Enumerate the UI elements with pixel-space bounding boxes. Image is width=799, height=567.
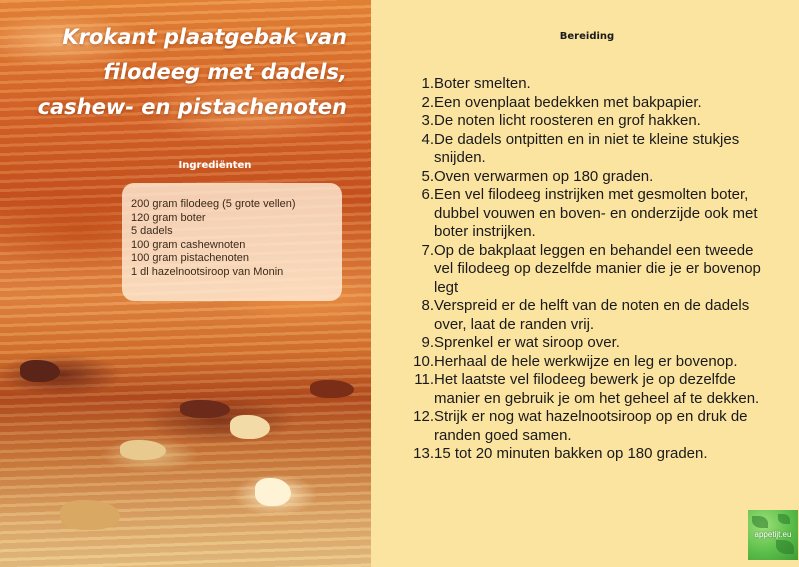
step-number: 5. <box>421 167 434 185</box>
ingredient-item: 100 gram cashewnoten <box>131 238 246 251</box>
step-item <box>408 297 768 334</box>
ingredient-item: 200 gram filodeeg (5 grote vellen) <box>131 198 296 210</box>
ingredient-item: 120 gram boter <box>131 211 206 224</box>
photo-detail <box>60 500 120 530</box>
step-item <box>408 408 768 445</box>
ingredients-list <box>131 198 334 280</box>
step-text: Een ovenplaat bedekken met bakpapier. <box>434 93 702 111</box>
photo-detail <box>180 400 230 418</box>
step-number: 13. <box>413 445 434 462</box>
ingredient-item: 1 dl hazelnootsiroop van Monin <box>131 265 284 278</box>
step-text: De noten licht roosteren en grof hakken. <box>434 112 701 129</box>
photo-detail <box>20 360 60 382</box>
leaf-icon <box>778 514 790 524</box>
step-item <box>408 371 768 408</box>
step-item <box>408 94 768 113</box>
step-item <box>408 242 768 298</box>
step-number: 2. <box>421 93 434 111</box>
step-item <box>408 131 768 168</box>
ingredients-box <box>122 183 342 301</box>
leaf-icon <box>776 540 794 554</box>
step-text: Sprenkel er wat siroop over. <box>434 334 620 351</box>
step-text: Verspreid er de helft van de noten en de dadels over, laat de randen vrij. <box>434 297 750 333</box>
step-item <box>408 353 768 372</box>
step-item <box>408 445 768 464</box>
step-text: Herhaal de hele werkwijze en leg er bovenop. <box>434 352 738 370</box>
preparation-heading: Bereiding <box>559 31 615 42</box>
photo-detail <box>255 478 291 506</box>
photo-detail <box>310 380 354 398</box>
step-number: 10. <box>413 352 434 370</box>
step-number: 8. <box>421 297 434 314</box>
ingredient-item: 5 dadels <box>131 225 173 238</box>
ingredients-heading: Ingrediënten <box>178 160 252 171</box>
step-text: Oven verwarmen op 180 graden. <box>434 167 654 185</box>
step-item <box>408 186 768 242</box>
step-number: 7. <box>421 241 434 259</box>
step-text: Het laatste vel filodeeg bewerk je op dezelfde manier en gebruik je om het geheel af te dekken. <box>434 371 760 407</box>
step-number: 4. <box>421 130 434 148</box>
step-text: Een vel filodeeg instrijken met gesmolten boter, dubbel vouwen en boven- en onderzijde ook met boter instrijken. <box>434 186 758 240</box>
step-item <box>408 75 768 94</box>
step-number: 11. <box>414 371 434 388</box>
recipe-title: Krokant plaatgebak van filodeeg met dadels, cashew- en pistachenoten <box>37 25 347 119</box>
step-text: Op de bakplaat leggen en behandel een tweede vel filodeeg op dezelfde manier die je er bovenop legt <box>434 241 761 296</box>
step-item <box>408 168 768 187</box>
logo-text: appetijt.eu <box>754 530 792 539</box>
step-number: 12. <box>413 408 434 425</box>
appetijt-logo[interactable] <box>748 510 798 560</box>
photo-detail <box>120 440 166 460</box>
step-item <box>408 334 768 353</box>
step-text: Boter smelten. <box>434 75 531 92</box>
step-number: 1. <box>421 75 434 92</box>
ingredient-item: 100 gram pistachenoten <box>131 252 250 265</box>
preparation-steps <box>408 75 768 464</box>
step-number: 9. <box>421 334 434 351</box>
photo-detail <box>230 415 270 439</box>
pastry-photo <box>0 0 371 567</box>
leaf-icon <box>752 516 768 528</box>
step-text: De dadels ontpitten en in niet te kleine stukjes snijden. <box>434 130 740 166</box>
step-number: 3. <box>421 112 434 129</box>
step-item <box>408 112 768 131</box>
step-text: Strijk er nog wat hazelnootsiroop op en druk de randen goed samen. <box>434 408 748 444</box>
step-number: 6. <box>421 186 434 203</box>
step-text: 15 tot 20 minuten bakken op 180 graden. <box>434 445 708 462</box>
